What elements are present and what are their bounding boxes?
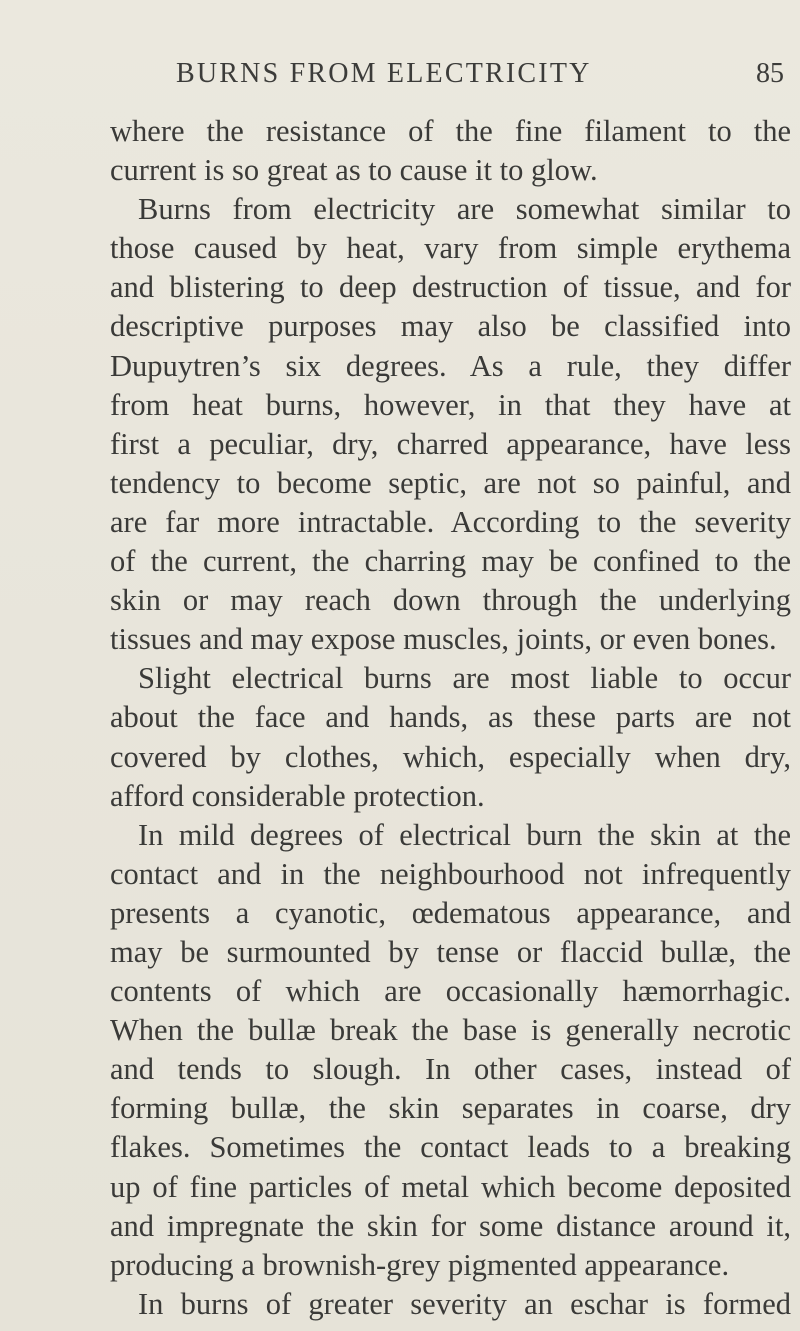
text-line: descriptive purposes may also be classified into (110, 309, 791, 344)
body-text (110, 112, 791, 1324)
text-line: and blistering to deep destruction of tissue, and for (110, 270, 791, 305)
text-line: afford considerable protection. (110, 778, 485, 813)
text-line: from heat burns, however, in that they have at (110, 387, 791, 422)
text-line: and impregnate the skin for some distance around it, (110, 1208, 791, 1243)
text-line: presents a cyanotic, œdematous appearance, and (110, 895, 791, 930)
text-line: and tends to slough. In other cases, instead of (110, 1052, 791, 1087)
text-line: about the face and hands, as these parts are not (110, 700, 791, 735)
page-number: 85 (756, 58, 784, 89)
text-line: up of fine particles of metal which become deposited (110, 1169, 791, 1204)
text-line: When the bullæ break the base is generally necrotic (110, 1013, 791, 1048)
running-title: BURNS FROM ELECTRICITY (176, 58, 592, 89)
text-line: In mild degrees of electrical burn the skin at the (138, 817, 791, 852)
text-line: those caused by heat, vary from simple erythema (110, 231, 791, 266)
text-line: covered by clothes, which, especially when dry, (110, 739, 791, 774)
text-line: producing a brownish-grey pigmented appearance. (110, 1247, 730, 1282)
text-line: contents of which are occasionally hæmorrhagic. (110, 974, 791, 1009)
text-line: flakes. Sometimes the contact leads to a breaking (110, 1130, 791, 1165)
text-line: In burns of greater severity an eschar is formed (138, 1286, 791, 1321)
text-line: Slight electrical burns are most liable to occur (138, 661, 791, 696)
text-line: contact and in the neighbourhood not infrequently (110, 856, 791, 891)
text-line: Dupuytren’s six degrees. As a rule, they differ (110, 348, 791, 383)
text-line: first a peculiar, dry, charred appearance, have less (110, 426, 791, 461)
text-line: current is so great as to cause it to glow. (110, 153, 598, 188)
text-line: tendency to become septic, are not so painful, and (110, 465, 791, 500)
text-line: Burns from electricity are somewhat similar to (138, 192, 791, 227)
text-line: where the resistance of the fine filament to the (110, 114, 791, 148)
text-line: skin or may reach down through the underlying (110, 583, 791, 618)
text-line: tissues and may expose muscles, joints, or even bones. (110, 622, 777, 657)
running-head (110, 58, 800, 98)
text-line: may be surmounted by tense or flaccid bullæ, the (110, 934, 791, 969)
text-line: forming bullæ, the skin separates in coarse, dry (110, 1091, 791, 1126)
text-line: of the current, the charring may be confined to the (110, 544, 791, 579)
text-line: are far more intractable. According to the severity (110, 504, 791, 539)
